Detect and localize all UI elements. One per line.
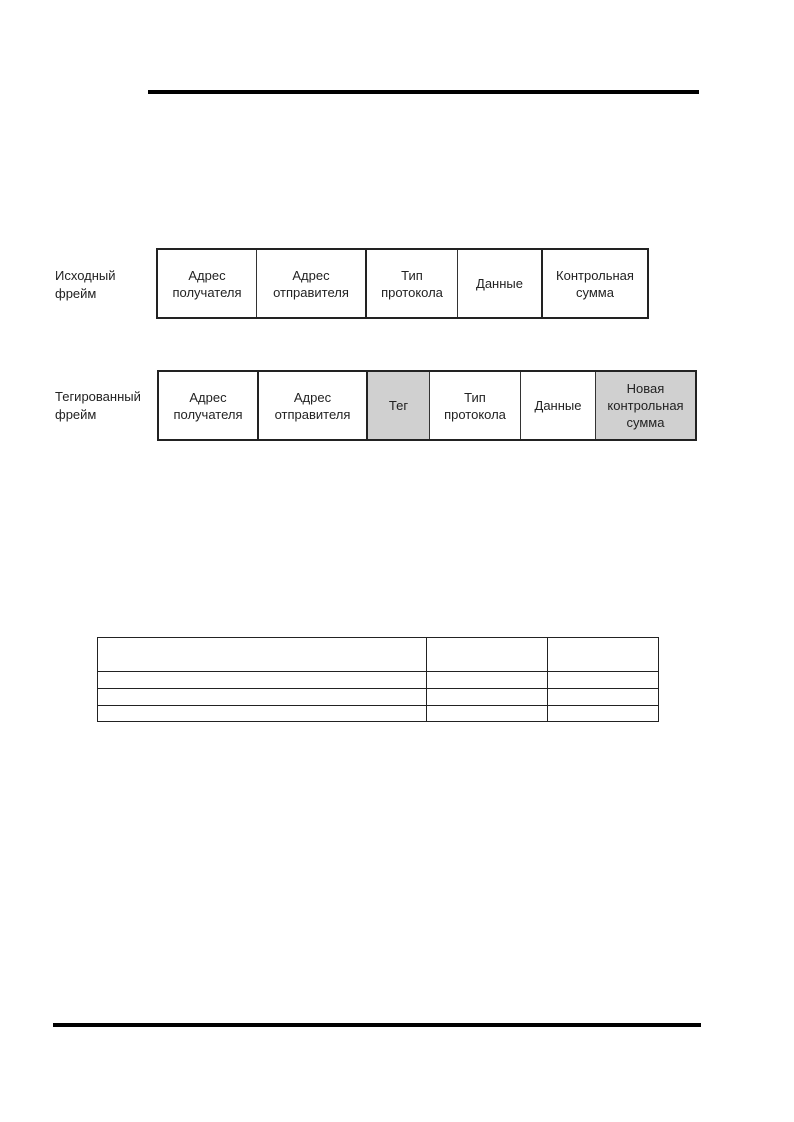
frame-cell-destination: Адрес получателя xyxy=(158,250,257,317)
header-rule xyxy=(148,90,699,94)
table-cell xyxy=(548,638,659,672)
table-cell xyxy=(98,672,427,689)
frame-cell-protocol-type: Тип протокола xyxy=(367,250,458,317)
tagged-cell-source: Адрес отправителя xyxy=(259,372,368,439)
tagged-cell-data: Данные xyxy=(521,372,596,439)
table-cell xyxy=(427,638,548,672)
tagged-cell-destination: Адрес получателя xyxy=(159,372,259,439)
table-cell xyxy=(98,689,427,706)
frame-cell-data: Данные xyxy=(458,250,543,317)
original-frame xyxy=(156,248,649,319)
table-cell xyxy=(548,689,659,706)
tagged-cell-protocol-type: Тип протокола xyxy=(430,372,521,439)
tagged-frame-label: Тегированный фрейм xyxy=(55,389,141,422)
table-cell xyxy=(427,689,548,706)
table-row xyxy=(98,706,659,722)
table-cell xyxy=(427,672,548,689)
table-cell xyxy=(548,672,659,689)
table-cell xyxy=(427,706,548,722)
footer-rule xyxy=(53,1023,701,1027)
table-row xyxy=(98,689,659,706)
tagged-cell-new-checksum: Новая контрольная сумма xyxy=(596,372,695,439)
table-cell xyxy=(98,638,427,672)
frame-cell-source: Адрес отправителя xyxy=(257,250,367,317)
tagged-frame xyxy=(157,370,697,441)
empty-table xyxy=(97,637,659,722)
frame-cell-checksum: Контрольная сумма xyxy=(556,267,634,300)
original-frame-label: Исходный фрейм xyxy=(55,268,116,301)
table-row xyxy=(98,672,659,689)
tagged-cell-tag: Тег xyxy=(368,372,430,439)
table-cell xyxy=(98,706,427,722)
table-row xyxy=(98,638,659,672)
table-cell xyxy=(548,706,659,722)
